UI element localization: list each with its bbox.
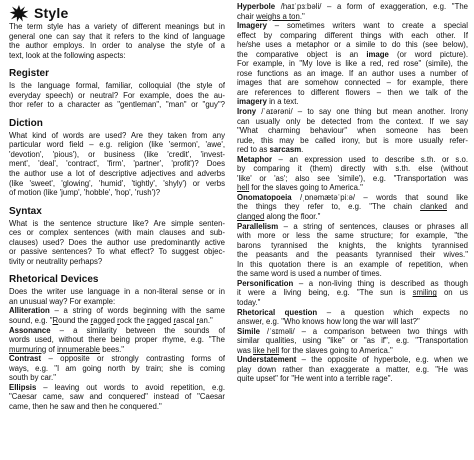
irony-line: can usually only be detected from the context. If we say: [237, 116, 468, 126]
text: – a form of exaggeration, e.g. "The: [321, 2, 468, 11]
metaphor-line: [237, 183, 468, 193]
rhetorical-devices-heading: Rhetorical Devices: [9, 274, 99, 286]
register-heading: Register: [9, 68, 50, 80]
simile-line: [237, 346, 468, 356]
personification-line: [237, 279, 468, 289]
parallelism-line: barons tyrannised the knights, the knights tyrannised: [237, 240, 468, 250]
underlined-text: r: [90, 316, 94, 326]
ellipsis-term: Ellipsis: [9, 382, 37, 392]
phonetic: /ˈaɪərəni/: [256, 107, 293, 117]
diction-line: particular word field – e.g. religion (like 'sermon', 'awe',: [9, 140, 225, 150]
phonetic: /ˌɒnəmætəˈpiːə/: [291, 192, 356, 202]
ellipsis-line: came, then he saw and then he conquered.": [9, 401, 162, 411]
diction-line: the author use a lot of descriptive adjectives and adverbs: [9, 169, 225, 179]
diction-paragraph: [9, 131, 225, 198]
register-line: everyday speech) or neutral? For example, does the au-: [9, 90, 225, 100]
text: an.": [199, 316, 213, 326]
text: on us: [436, 288, 468, 298]
syntax-line: tivity or neutrality perhaps?: [9, 256, 103, 266]
text: – a non-living thing is described as though: [293, 278, 468, 288]
register-line: Is the language formal, familiar, colloquial (the style of: [9, 81, 225, 91]
text: agged: [149, 316, 174, 326]
syntax-line: What is the sentence structure like? Are simple senten-: [9, 218, 225, 228]
diction-line: of motion (like 'jump', 'hobble', 'hop', 'rush')?: [9, 188, 161, 198]
irony-line: [237, 107, 468, 117]
imagery-line: are references to different flowers – then we talk of the: [237, 87, 468, 97]
text: – sometimes writers want to create a special: [266, 21, 468, 31]
contrast-term: Contrast: [9, 354, 42, 364]
personification-line: [237, 288, 468, 298]
understatement-term: Understatement: [237, 355, 297, 365]
assonance-example: [9, 345, 225, 355]
imagery-line: images that are somehow connected – for example, there: [237, 78, 468, 88]
underlined-text: R: [52, 316, 59, 326]
diction-line: ment', 'deal', 'contract', 'firm', 'partner', 'profit')? Does: [9, 159, 225, 169]
text: – a string of sentences, clauses or phrases all: [278, 221, 468, 231]
bold-text: imagery: [237, 97, 267, 107]
alliteration-text: – a string of words beginning with the same: [49, 306, 225, 316]
splat-icon: [9, 4, 29, 22]
metaphor-line: 'like' or 'as'; also see 'simile'), e.g. "Transportation was: [237, 173, 468, 183]
rhetorical-paragraph: [9, 287, 225, 411]
bold-text: image: [366, 49, 389, 59]
underlined-text: r: [147, 316, 150, 326]
text: and: [446, 202, 468, 212]
text: ock the: [119, 316, 148, 326]
text: ascal: [176, 316, 197, 326]
underlined-text: smiling: [412, 288, 437, 298]
metaphor-line: [237, 155, 468, 165]
syntax-line: clauses) used? Does the author use predominantly active: [9, 237, 225, 247]
parallelism-line: the same word is used a number of times.: [237, 269, 382, 279]
onomatopoeia-line: [237, 193, 468, 203]
text: – the opposite of hyperbole, e.g. when we: [296, 355, 468, 365]
imagery-term: Imagery: [237, 21, 267, 31]
hyperbole-line: [237, 2, 468, 12]
ellipsis-text: – leaving out words to avoid repetition, e.g.: [36, 382, 225, 392]
contrast-line: [9, 354, 225, 364]
rhetorical-question-line: [237, 308, 468, 318]
text: – a comparison between two things with: [294, 326, 468, 336]
personification-line: today.": [237, 297, 261, 307]
page-title: Style: [34, 5, 69, 21]
syntax-line: or passive sentences? To what effect? To suggest objec-: [9, 247, 225, 257]
rhetorical-line: an unusual way? For example:: [9, 296, 116, 306]
text: (or word picture).: [388, 49, 468, 59]
diction-heading: Diction: [9, 117, 43, 129]
imagery-line: [237, 21, 468, 31]
text: – an expression used to describe s.th. or s.o.: [272, 154, 468, 164]
register-paragraph: [9, 81, 225, 110]
text: the things they refer to, e.g. "The chain: [237, 202, 421, 212]
diction-line: (like 'sweet', 'glowing', 'humid', 'tightly', 'shyly') or verbs: [9, 178, 225, 188]
alliteration-line: [9, 306, 225, 316]
understatement-line: quite upset" for "He went into a terrible rage".: [237, 374, 393, 384]
imagery-line: [237, 97, 468, 107]
text: for the slaves going to America.": [249, 183, 363, 193]
assonance-line: [9, 326, 225, 336]
text: along the floor.": [264, 212, 321, 222]
intro-line: text, look at the following aspects:: [9, 50, 126, 60]
text: agged: [93, 316, 118, 326]
onomatopoeia-term: Onomatopoeia: [237, 192, 292, 202]
text: of: [46, 344, 58, 354]
underlined-text: hell: [237, 183, 250, 193]
irony-line: rude, this may be called irony, but is more usually refer-: [237, 135, 468, 145]
underlined-text: like hell: [253, 345, 280, 355]
text: ound the: [58, 316, 91, 326]
simile-line: similar qualities, using "like" or "as if", e.g. "Transportation: [237, 336, 468, 346]
imagery-line: [237, 50, 468, 60]
right-column: [237, 2, 468, 384]
simile-line: [237, 327, 468, 337]
phonetic: /haɪˈpɜːbəli/: [275, 2, 322, 11]
understatement-line: play down rather than exaggerate a matter, e.g. "He was: [237, 364, 468, 374]
underlined-text: murmuring: [9, 344, 47, 354]
contrast-text: – opposite or strongly contrasting forms of: [41, 354, 225, 364]
text: was: [237, 345, 254, 355]
assonance-text: – a similarity between the sounds of: [50, 325, 225, 335]
diction-line: 'devotion', 'pious'), or business (like 'credit', 'invest-: [9, 149, 225, 159]
intro-line: the author employs. In order to analyse the style of a: [9, 41, 225, 51]
parallelism-term: Parallelism: [237, 221, 279, 231]
alliteration-term: Alliteration: [9, 306, 50, 316]
underlined-text: r: [117, 316, 120, 326]
text: – words that sound like: [355, 192, 468, 202]
text: in a text.: [266, 97, 299, 107]
text: it were a living being, e.g. "The sun is: [237, 288, 413, 298]
imagery-line: he/she uses a metaphor or a simile to do this (see below),: [237, 40, 468, 50]
onomatopoeia-line: [237, 212, 468, 222]
simile-term: Simile: [237, 326, 260, 336]
hyperbole-term: Hyperbole: [237, 2, 276, 11]
text: .: [301, 145, 304, 155]
intro-line: The term style has a variety of different meanings but in: [9, 22, 225, 31]
syntax-line: ces or complex sentences (with main clauses and sub-: [9, 228, 225, 238]
onomatopoeia-line: [237, 202, 468, 212]
rhetorical-line: Does the writer use language in a non-literal sense or in: [9, 287, 225, 297]
contrast-line: south by car.": [9, 373, 56, 383]
assonance-line: words used, without there being proper rhyme, e.g. "The: [9, 335, 225, 345]
phonetic: /ˈsɪməli/: [259, 326, 295, 336]
intro-paragraph: [9, 22, 225, 60]
diction-line: What kind of words are used? Are they taken from any: [9, 130, 225, 140]
text: – to say one thing but mean another. Irony: [292, 107, 468, 117]
text: – a question which expects no: [317, 307, 468, 317]
imagery-line: effect by comparing different things with each other. If: [237, 30, 468, 40]
underlined-text: clanged: [237, 212, 265, 222]
hyperbole-line: [237, 12, 468, 22]
parallelism-line: with more or less the same structure; for example, "the: [237, 231, 468, 241]
assonance-term: Assonance: [9, 325, 51, 335]
text: red to as: [237, 145, 270, 155]
underlined-text: r: [173, 316, 177, 326]
text: .": [299, 11, 305, 21]
text: chair: [237, 11, 257, 21]
register-line: thor refer to a character as "gentleman", "man" or "guy"?: [9, 100, 225, 110]
text: bees.": [100, 344, 125, 354]
underlined-text: weighs a ton: [256, 11, 300, 21]
imagery-line: For example, in "My love is like a red, red rose" (simile), the: [237, 59, 468, 69]
title: [9, 4, 68, 22]
text: for the slaves going to America.": [279, 345, 393, 355]
parallelism-line: the peasants and the peasants tyrannised their wives.": [237, 250, 468, 260]
parallelism-line: In this quotation there is an example of repetition, when: [237, 259, 468, 269]
alliteration-example: [9, 316, 225, 326]
irony-term: Irony: [237, 107, 257, 117]
syntax-paragraph: [9, 219, 225, 267]
intro-line: general one can say that it refers to the kind of language: [9, 31, 225, 41]
contrast-line: ways, e.g. "I am going north by train; she is coming: [9, 363, 225, 373]
underlined-text: clanked: [420, 202, 447, 212]
understatement-line: [237, 355, 468, 365]
metaphor-line: by comparing it (them) directly with s.th. else (without: [237, 164, 468, 174]
metaphor-term: Metaphor: [237, 154, 273, 164]
personification-term: Personification: [237, 278, 294, 288]
rhetorical-question-term: Rhetorical question: [237, 307, 318, 317]
text: sound, e.g. ": [9, 316, 53, 326]
text: the comparative object is an: [237, 49, 367, 59]
syntax-heading: Syntax: [9, 205, 42, 217]
ellipsis-line: "Caesar came, saw and conquered" instead of "Caesar: [9, 392, 225, 402]
left-column: [9, 22, 225, 412]
parallelism-line: [237, 222, 468, 232]
imagery-line: rose functions as an image. If an author uses a number of: [237, 68, 468, 78]
rhetorical-question-line: answer, e.g. "Who knows how long the war will last?": [237, 317, 420, 327]
underlined-text: innumerable: [57, 344, 101, 354]
ellipsis-line: [9, 383, 225, 393]
irony-line: [237, 145, 468, 155]
bold-text: sarcasm: [269, 145, 302, 155]
underlined-text: r: [196, 316, 200, 326]
irony-line: "What charming behaviour" when someone has been: [237, 126, 468, 136]
